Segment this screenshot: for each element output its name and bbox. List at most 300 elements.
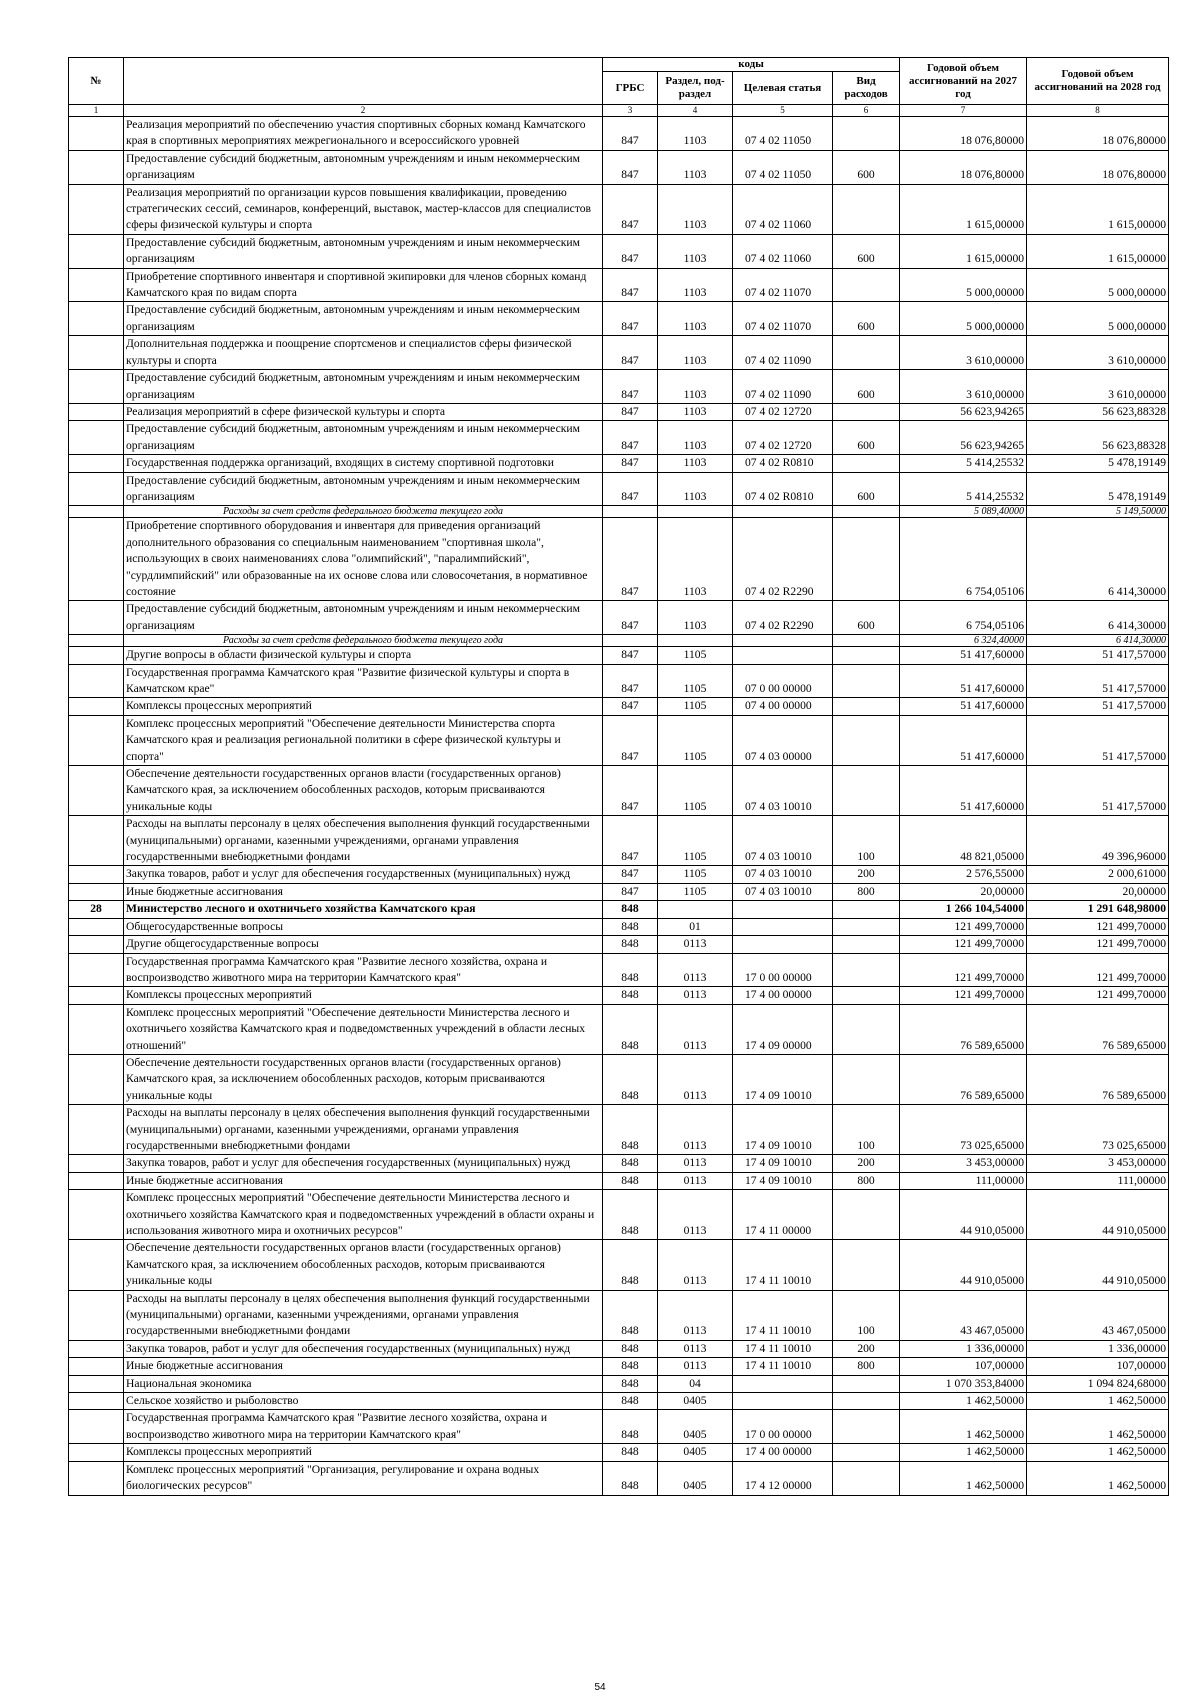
amount-2028: 20,00000 (1027, 883, 1169, 900)
row-name: Закупка товаров, работ и услуг для обеспечения государственных (муниципальных) нужд (124, 1340, 603, 1357)
expense-type-code (833, 184, 900, 234)
table-row (69, 1340, 1169, 1357)
target-code (733, 901, 833, 918)
row-name: Национальная экономика (124, 1375, 603, 1392)
amount-2027: 1 070 353,84000 (900, 1375, 1027, 1392)
table-row (69, 987, 1169, 1004)
expense-type-code: 100 (833, 816, 900, 866)
amount-2028: 6 414,30000 (1027, 518, 1169, 601)
table-row (69, 184, 1169, 234)
section-code: 0113 (658, 936, 733, 953)
row-number (69, 883, 124, 900)
grbs-code: 847 (603, 866, 658, 883)
amount-2028: 121 499,70000 (1027, 918, 1169, 935)
amount-2028: 1 462,50000 (1027, 1393, 1169, 1410)
amount-2027: 1 462,50000 (900, 1393, 1027, 1410)
grbs-code: 847 (603, 117, 658, 151)
amount-2028: 107,00000 (1027, 1358, 1169, 1375)
amount-2027: 6 324,40000 (900, 635, 1027, 647)
table-row (69, 866, 1169, 883)
target-code (733, 936, 833, 953)
table-row (69, 647, 1169, 664)
amount-2028: 5 478,19149 (1027, 472, 1169, 506)
amount-2027: 51 417,60000 (900, 698, 1027, 715)
grbs-code: 848 (603, 1054, 658, 1104)
amount-2028: 111,00000 (1027, 1172, 1169, 1189)
row-number (69, 953, 124, 987)
amount-2027: 1 462,50000 (900, 1444, 1027, 1461)
table-row (69, 664, 1169, 698)
header-grbs: ГРБС (603, 72, 658, 105)
row-number (69, 336, 124, 370)
table-row (69, 455, 1169, 472)
amount-2027: 121 499,70000 (900, 953, 1027, 987)
target-code (733, 1393, 833, 1410)
expense-type-code (833, 1393, 900, 1410)
table-row (69, 1190, 1169, 1240)
target-code: 17 4 11 10010 (733, 1358, 833, 1375)
table-row (69, 370, 1169, 404)
expense-type-code: 600 (833, 601, 900, 635)
row-number (69, 268, 124, 302)
grbs-code: 848 (603, 1340, 658, 1357)
expense-type-code: 200 (833, 1155, 900, 1172)
table-row (69, 936, 1169, 953)
table-row (69, 1410, 1169, 1444)
target-code: 17 4 11 10010 (733, 1290, 833, 1340)
header-volume-2028: Годовой объем ассигнований на 2028 год (1027, 58, 1169, 105)
section-code: 1103 (658, 370, 733, 404)
grbs-code: 848 (603, 1393, 658, 1410)
amount-2028: 1 462,50000 (1027, 1461, 1169, 1495)
amount-2028: 44 910,05000 (1027, 1240, 1169, 1290)
target-code (733, 1375, 833, 1392)
grbs-code: 847 (603, 715, 658, 765)
target-code: 07 4 03 00000 (733, 715, 833, 765)
amount-2028: 6 414,30000 (1027, 601, 1169, 635)
column-index: 6 (833, 105, 900, 117)
table-row (69, 1004, 1169, 1054)
expense-type-code (833, 936, 900, 953)
amount-2027: 3 610,00000 (900, 370, 1027, 404)
amount-2027: 5 089,40000 (900, 506, 1027, 518)
row-number (69, 302, 124, 336)
section-code: 0405 (658, 1410, 733, 1444)
row-number (69, 1155, 124, 1172)
amount-2027: 1 462,50000 (900, 1410, 1027, 1444)
amount-2027: 3 453,00000 (900, 1155, 1027, 1172)
section-code (658, 901, 733, 918)
amount-2028: 1 462,50000 (1027, 1410, 1169, 1444)
amount-2028: 51 417,57000 (1027, 647, 1169, 664)
section-code: 1103 (658, 403, 733, 420)
section-code: 1103 (658, 336, 733, 370)
column-index: 8 (1027, 105, 1169, 117)
row-name: Иные бюджетные ассигнования (124, 883, 603, 900)
section-code: 0113 (658, 987, 733, 1004)
section-code: 1103 (658, 421, 733, 455)
target-code: 07 4 02 R0810 (733, 455, 833, 472)
target-code: 07 0 00 00000 (733, 664, 833, 698)
grbs-code: 847 (603, 883, 658, 900)
table-row (69, 1240, 1169, 1290)
row-name: Предоставление субсидий бюджетным, автономным учреждениям и иным некоммерческим организациям (124, 472, 603, 506)
expense-type-code (833, 1444, 900, 1461)
grbs-code: 848 (603, 1290, 658, 1340)
row-name: Иные бюджетные ассигнования (124, 1172, 603, 1189)
column-index: 1 (69, 105, 124, 117)
row-number (69, 1410, 124, 1444)
amount-2027: 1 615,00000 (900, 234, 1027, 268)
table-row (69, 715, 1169, 765)
amount-2027: 56 623,94265 (900, 421, 1027, 455)
row-name: Министерство лесного и охотничьего хозяйства Камчатского края (124, 901, 603, 918)
target-code: 07 4 02 R2290 (733, 518, 833, 601)
grbs-code: 847 (603, 150, 658, 184)
section-code: 1103 (658, 184, 733, 234)
header-name (124, 58, 603, 105)
section-code: 0113 (658, 953, 733, 987)
grbs-code: 848 (603, 953, 658, 987)
grbs-code: 847 (603, 601, 658, 635)
expense-type-code (833, 766, 900, 816)
row-name: Предоставление субсидий бюджетным, автономным учреждениям и иным некоммерческим организациям (124, 370, 603, 404)
column-index: 7 (900, 105, 1027, 117)
row-number (69, 1340, 124, 1357)
expense-type-code: 800 (833, 1172, 900, 1189)
column-index-row (69, 105, 1169, 117)
grbs-code: 847 (603, 268, 658, 302)
row-number (69, 1393, 124, 1410)
target-code: 17 4 11 10010 (733, 1240, 833, 1290)
amount-2028: 1 336,00000 (1027, 1340, 1169, 1357)
section-code: 1103 (658, 302, 733, 336)
grbs-code: 848 (603, 901, 658, 918)
table-row (69, 816, 1169, 866)
amount-2028: 1 615,00000 (1027, 184, 1169, 234)
expense-type-code (833, 698, 900, 715)
grbs-code (603, 506, 658, 518)
section-code: 01 (658, 918, 733, 935)
grbs-code: 847 (603, 816, 658, 866)
expense-type-code (833, 1461, 900, 1495)
row-name: Общегосударственные вопросы (124, 918, 603, 935)
section-code: 1103 (658, 234, 733, 268)
amount-2028: 51 417,57000 (1027, 664, 1169, 698)
section-code: 1105 (658, 715, 733, 765)
grbs-code: 848 (603, 918, 658, 935)
amount-2028: 51 417,57000 (1027, 698, 1169, 715)
expense-type-code: 800 (833, 883, 900, 900)
target-code: 07 4 03 10010 (733, 866, 833, 883)
target-code (733, 647, 833, 664)
target-code: 07 4 02 R0810 (733, 472, 833, 506)
table-row (69, 403, 1169, 420)
amount-2027: 5 414,25532 (900, 472, 1027, 506)
row-number (69, 1190, 124, 1240)
row-number (69, 1172, 124, 1189)
section-code: 1105 (658, 664, 733, 698)
row-number (69, 715, 124, 765)
row-name: Предоставление субсидий бюджетным, автономным учреждениям и иным некоммерческим организациям (124, 302, 603, 336)
section-code: 0113 (658, 1358, 733, 1375)
expense-type-code (833, 1004, 900, 1054)
row-name: Сельское хозяйство и рыболовство (124, 1393, 603, 1410)
section-code: 1105 (658, 816, 733, 866)
row-name: Реализация мероприятий по обеспечению участия спортивных сборных команд Камчатского края в спортивных мероприятиях межрегионального и всероссийского уровней (124, 117, 603, 151)
target-code: 07 4 03 10010 (733, 816, 833, 866)
section-code: 0113 (658, 1172, 733, 1189)
amount-2027: 20,00000 (900, 883, 1027, 900)
row-number (69, 370, 124, 404)
row-number (69, 664, 124, 698)
target-code: 17 4 11 10010 (733, 1340, 833, 1357)
amount-2027: 73 025,65000 (900, 1105, 1027, 1155)
table-row (69, 601, 1169, 635)
grbs-code: 847 (603, 302, 658, 336)
row-number (69, 472, 124, 506)
grbs-code: 848 (603, 1105, 658, 1155)
grbs-code: 847 (603, 336, 658, 370)
expense-type-code: 800 (833, 1358, 900, 1375)
amount-2028: 56 623,88328 (1027, 403, 1169, 420)
expense-type-code: 600 (833, 421, 900, 455)
table-row (69, 1155, 1169, 1172)
amount-2028: 49 396,96000 (1027, 816, 1169, 866)
amount-2027: 51 417,60000 (900, 715, 1027, 765)
target-code: 17 4 00 00000 (733, 987, 833, 1004)
table-row (69, 635, 1169, 647)
target-code: 07 4 02 11090 (733, 370, 833, 404)
row-name: Закупка товаров, работ и услуг для обеспечения государственных (муниципальных) нужд (124, 866, 603, 883)
amount-2028: 121 499,70000 (1027, 936, 1169, 953)
grbs-code: 847 (603, 518, 658, 601)
expense-type-code (833, 455, 900, 472)
target-code: 07 4 02 11050 (733, 117, 833, 151)
section-code: 1103 (658, 601, 733, 635)
row-name: Приобретение спортивного оборудования и инвентаря для приведения организаций дополнительного образования со специальным наименованием "спортивная школа", использующих в своих наименованиях слова "олимпийский", "паралимпийский", "сурдлимпийский" или образованные на их основе слова или словосочетания, в нормативное состояние (124, 518, 603, 601)
amount-2028: 121 499,70000 (1027, 987, 1169, 1004)
expense-type-code (833, 987, 900, 1004)
row-name: Предоставление субсидий бюджетным, автономным учреждениям и иным некоммерческим организациям (124, 150, 603, 184)
table-row (69, 901, 1169, 918)
amount-2028: 5 149,50000 (1027, 506, 1169, 518)
expense-type-code (833, 403, 900, 420)
amount-2028: 5 478,19149 (1027, 455, 1169, 472)
expense-type-code (833, 336, 900, 370)
expense-type-code (833, 1054, 900, 1104)
target-code: 07 4 03 10010 (733, 766, 833, 816)
target-code: 07 4 02 11070 (733, 302, 833, 336)
target-code: 17 0 00 00000 (733, 953, 833, 987)
page-number: 54 (594, 1682, 606, 1693)
row-number (69, 234, 124, 268)
row-name: Комплекс процессных мероприятий "Организация, регулирование и охрана водных биологических ресурсов" (124, 1461, 603, 1495)
amount-2028: 5 000,00000 (1027, 302, 1169, 336)
expense-type-code (833, 953, 900, 987)
target-code: 07 4 02 11060 (733, 234, 833, 268)
amount-2028: 3 610,00000 (1027, 370, 1169, 404)
grbs-code: 847 (603, 664, 658, 698)
row-number (69, 936, 124, 953)
amount-2027: 121 499,70000 (900, 987, 1027, 1004)
table-row (69, 953, 1169, 987)
table-row (69, 506, 1169, 518)
row-number: 28 (69, 901, 124, 918)
amount-2028: 5 000,00000 (1027, 268, 1169, 302)
row-name: Другие общегосударственные вопросы (124, 936, 603, 953)
column-index: 2 (124, 105, 603, 117)
section-code: 0405 (658, 1444, 733, 1461)
section-code: 0113 (658, 1105, 733, 1155)
amount-2027: 5 414,25532 (900, 455, 1027, 472)
table-row (69, 1375, 1169, 1392)
row-name: Обеспечение деятельности государственных органов власти (государственных органов) Камчатского края, за исключением обособленных расходов, которым присваиваются уникальные коды (124, 766, 603, 816)
table-body (69, 117, 1169, 1496)
table-row (69, 1393, 1169, 1410)
row-name: Комплексы процессных мероприятий (124, 1444, 603, 1461)
expense-type-code (833, 506, 900, 518)
row-name: Предоставление субсидий бюджетным, автономным учреждениям и иным некоммерческим организациям (124, 421, 603, 455)
section-code: 1103 (658, 268, 733, 302)
table-row (69, 472, 1169, 506)
row-number (69, 150, 124, 184)
row-name: Другие вопросы в области физической культуры и спорта (124, 647, 603, 664)
table-row (69, 918, 1169, 935)
expense-type-code: 100 (833, 1290, 900, 1340)
amount-2027: 121 499,70000 (900, 936, 1027, 953)
expense-type-code (833, 635, 900, 647)
header-volume-2027: Годовой объем ассигнований на 2027 год (900, 58, 1027, 105)
amount-2027: 107,00000 (900, 1358, 1027, 1375)
expense-type-code: 600 (833, 370, 900, 404)
amount-2027: 51 417,60000 (900, 647, 1027, 664)
target-code (733, 918, 833, 935)
target-code: 17 4 12 00000 (733, 1461, 833, 1495)
section-code: 0113 (658, 1004, 733, 1054)
row-name: Комплекс процессных мероприятий "Обеспечение деятельности Министерства лесного и охотничьего хозяйства Камчатского края и подведомственных учреждений в области лесных отношений" (124, 1004, 603, 1054)
grbs-code: 848 (603, 1410, 658, 1444)
budget-table (68, 57, 1169, 1496)
header-row-1 (69, 58, 1169, 72)
section-code: 0405 (658, 1393, 733, 1410)
grbs-code: 848 (603, 936, 658, 953)
row-number (69, 1461, 124, 1495)
section-code: 1105 (658, 866, 733, 883)
table-row (69, 1290, 1169, 1340)
section-code: 1103 (658, 472, 733, 506)
expense-type-code: 600 (833, 150, 900, 184)
grbs-code: 847 (603, 647, 658, 664)
grbs-code: 847 (603, 184, 658, 234)
expense-type-code (833, 1240, 900, 1290)
grbs-code: 848 (603, 1358, 658, 1375)
amount-2027: 2 576,55000 (900, 866, 1027, 883)
section-code: 04 (658, 1375, 733, 1392)
grbs-code: 848 (603, 1444, 658, 1461)
amount-2028: 43 467,05000 (1027, 1290, 1169, 1340)
row-number (69, 987, 124, 1004)
amount-2027: 18 076,80000 (900, 150, 1027, 184)
row-number (69, 601, 124, 635)
amount-2028: 18 076,80000 (1027, 150, 1169, 184)
amount-2028: 76 589,65000 (1027, 1054, 1169, 1104)
amount-2027: 6 754,05106 (900, 518, 1027, 601)
row-name: Государственная поддержка организаций, входящих в систему спортивной подготовки (124, 455, 603, 472)
section-code: 0113 (658, 1240, 733, 1290)
grbs-code: 847 (603, 698, 658, 715)
expense-type-code (833, 117, 900, 151)
table-row (69, 883, 1169, 900)
row-name: Государственная программа Камчатского края "Развитие лесного хозяйства, охрана и воспроизводство животного мира на территории Камчатского края" (124, 1410, 603, 1444)
amount-2028: 1 615,00000 (1027, 234, 1169, 268)
row-name: Государственная программа Камчатского края "Развитие физической культуры и спорта в Камчатском крае" (124, 664, 603, 698)
amount-2027: 5 000,00000 (900, 302, 1027, 336)
expense-type-code: 100 (833, 1105, 900, 1155)
row-number (69, 1240, 124, 1290)
expense-type-code (833, 664, 900, 698)
row-name: Комплексы процессных мероприятий (124, 698, 603, 715)
row-name: Расходы на выплаты персоналу в целях обеспечения выполнения функций государственными (муниципальными) органами, казенными учреждениями, органами управления государственными внебюджетными фондами (124, 1105, 603, 1155)
target-code (733, 635, 833, 647)
grbs-code: 848 (603, 1461, 658, 1495)
expense-type-code (833, 1190, 900, 1240)
header-codes: коды (603, 58, 900, 72)
row-number (69, 1444, 124, 1461)
target-code: 07 4 02 11060 (733, 184, 833, 234)
expense-type-code (833, 1375, 900, 1392)
section-code: 0405 (658, 1461, 733, 1495)
grbs-code: 847 (603, 403, 658, 420)
section-code: 1103 (658, 150, 733, 184)
row-number (69, 1290, 124, 1340)
row-name: Приобретение спортивного инвентаря и спортивной экипировки для членов сборных команд Камчатского края по видам спорта (124, 268, 603, 302)
budget-document (68, 57, 1168, 1496)
amount-2028: 2 000,61000 (1027, 866, 1169, 883)
row-name: Предоставление субсидий бюджетным, автономным учреждениям и иным некоммерческим организациям (124, 234, 603, 268)
amount-2027: 43 467,05000 (900, 1290, 1027, 1340)
expense-type-code: 600 (833, 302, 900, 336)
amount-2027: 51 417,60000 (900, 766, 1027, 816)
row-name: Закупка товаров, работ и услуг для обеспечения государственных (муниципальных) нужд (124, 1155, 603, 1172)
row-number (69, 766, 124, 816)
row-number (69, 698, 124, 715)
target-code (733, 506, 833, 518)
target-code: 07 4 02 12720 (733, 421, 833, 455)
column-index: 4 (658, 105, 733, 117)
row-number (69, 518, 124, 601)
amount-2028: 51 417,57000 (1027, 766, 1169, 816)
grbs-code: 847 (603, 455, 658, 472)
amount-2027: 76 589,65000 (900, 1054, 1027, 1104)
expense-type-code: 600 (833, 472, 900, 506)
row-number (69, 403, 124, 420)
row-name: Расходы на выплаты персоналу в целях обеспечения выполнения функций государственными (муниципальными) органами, казенными учреждениями, органами управления государственными внебюджетными фондами (124, 1290, 603, 1340)
section-code: 1105 (658, 647, 733, 664)
amount-2028: 6 414,30000 (1027, 635, 1169, 647)
section-code (658, 635, 733, 647)
row-number (69, 1375, 124, 1392)
table-row (69, 518, 1169, 601)
table-row (69, 766, 1169, 816)
target-code: 17 4 09 10010 (733, 1172, 833, 1189)
amount-2027: 76 589,65000 (900, 1004, 1027, 1054)
amount-2027: 51 417,60000 (900, 664, 1027, 698)
table-row (69, 1172, 1169, 1189)
row-name: Комплекс процессных мероприятий "Обеспечение деятельности Министерства лесного и охотничьего хозяйства Камчатского края и подведомственных учреждений в области охраны и использования животного мира и охотничьих ресурсов" (124, 1190, 603, 1240)
target-code: 17 0 00 00000 (733, 1410, 833, 1444)
row-number (69, 421, 124, 455)
